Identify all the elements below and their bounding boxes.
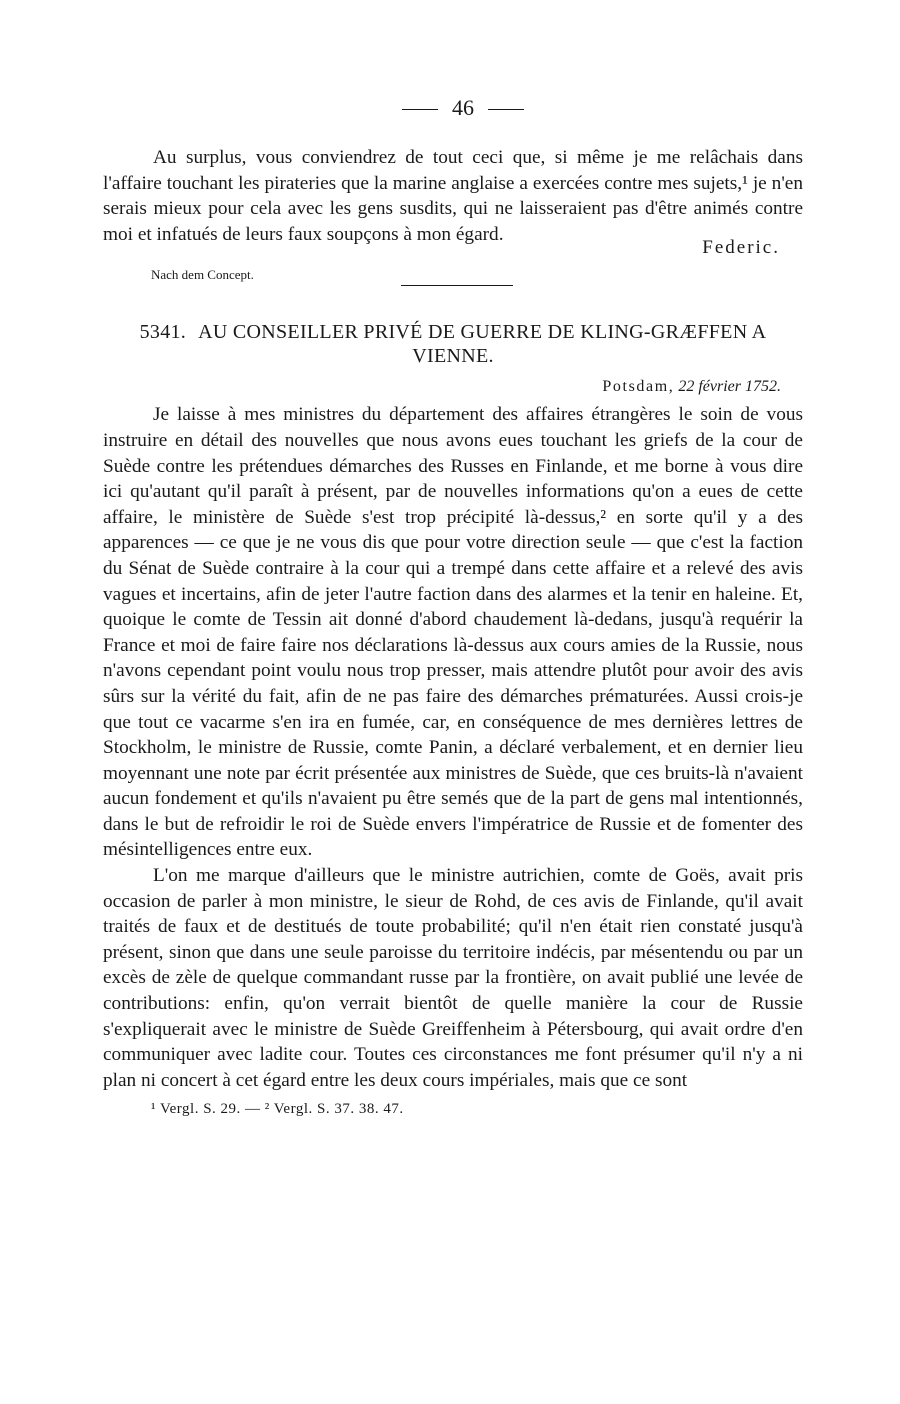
letter-number: 5341.	[139, 321, 187, 344]
letter-body	[103, 402, 803, 1093]
source-note: Nach dem Concept.	[151, 267, 254, 283]
opening-paragraph: Au surplus, vous conviendrez de tout ceci que, si même je me relâchais dans l'affaire touchant les pirateries que la marine anglaise a exercées contre mes sujets,¹ je n'en serais mieux pour cela avec les gens susdits, qui ne laisseraient pas d'être animés contre moi et infatués de leurs faux soupçons à mon égard.	[103, 147, 803, 245]
signature: Federic.	[702, 237, 780, 259]
page-number-text: 46	[452, 95, 474, 120]
letter-heading	[103, 320, 803, 368]
footnotes: ¹ Vergl. S. 29. — ² Vergl. S. 37. 38. 47.	[151, 1101, 404, 1118]
page-number-dash-right	[488, 109, 524, 110]
letter-paragraph-2: L'on me marque d'ailleurs que le ministre autrichien, comte de Goës, avait pris occasion de parler à mon ministre, le sieur de Rohd, de ces avis de Finlande, qu'il avait traités de faux et de destitués de toute probabilité; qu'il n'en était rien constaté jusqu'à présent, sinon que dans une seule paroisse du territoire indécis, par mésentendu ou par un excès de zèle de quelque commandant russe par la frontière, on avait publié une levée de contributions: enfin, qu'on verrait bientôt de quelle manière la cour de Russie s'expliquerait avec le ministre de Suède Greiffenheim à Pétersbourg, qui avait ordre d'en communiquer avec ladite cour. Toutes ces circonstances me font présumer qu'il n'y a ni plan ni concert à cet égard entre les deux cours impériales, mais que ce sont	[103, 865, 803, 1091]
dateline	[103, 378, 781, 396]
page-number	[123, 95, 803, 121]
document-page	[103, 95, 803, 1118]
dateline-place: Potsdam,	[602, 378, 675, 396]
section-divider	[401, 285, 513, 286]
page-number-dash-left	[402, 109, 438, 110]
signature-row	[103, 237, 803, 267]
dateline-date: 22 février 1752.	[678, 378, 781, 396]
letter-paragraph-1: Je laisse à mes ministres du département des affaires étrangères le soin de vous instruire en détail des nouvelles que nous avons eues touchant les griefs de la cour de Suède contre les prétendues démarches des Russes en Finlande, et me borne à vous dire ici qu'autant qu'il paraît à présent, par de nouvelles informations qu'on a eues de cette affaire, le ministère de Suède s'est trop précipité là-dessus,² en sorte qu'il y a des apparences — ce que je ne vous dis que pour votre direction seule — que c'est la faction du Sénat de Suède contraire à la cour qui a trempé dans cette affaire et a relevé des avis vagues et incertains, afin de jeter l'autre faction dans des alarmes et la tenir en haleine. Et, quoique le comte de Tessin ait donné d'abord chaudement là-dedans, jusqu'à requérir la France et moi de faire faire nos déclarations là-dessus aux cours amies de la Russie, nous n'avons cependant point voulu nous trop presser, mais attendre plutôt pour avoir des avis sûrs sur la vérité du fait, afin de ne pas faire des démarches prématurées. Aussi crois-je que tout ce vacarme s'en ira en fumée, car, en conséquence de mes dernières lettres de Stockholm, le ministre de Russie, comte Panin, a déclaré verbalement, et en dernier lieu moyennant une note par écrit présentée aux ministres de Suède, que ces bruits-là n'avaient aucun fondement et qu'ils n'avaient pu être semés que de la part de gens mal intentionnés, dans le but de refroidir le roi de Suède envers l'impératrice de Russie et de fomenter des mésintelligences entre eux.	[103, 404, 803, 861]
letter-title: AU CONSEILLER PRIVÉ DE GUERRE DE KLING-GRÆFFEN A VIENNE.	[198, 321, 767, 368]
